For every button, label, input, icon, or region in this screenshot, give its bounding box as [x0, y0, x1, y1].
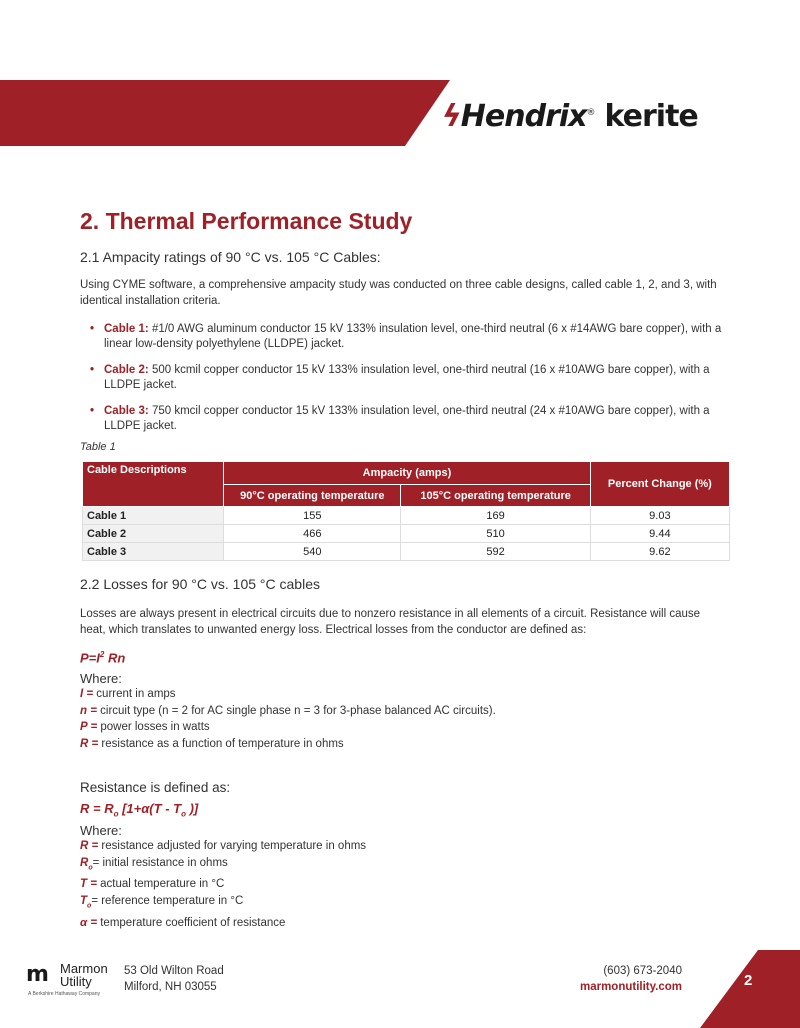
ampacity-intro: Using CYME software, a comprehensive ampacity study was conducted on three cable designs, called cable 1, 2, and 3, with identical installation criteria.	[80, 279, 717, 307]
definition-item: R = resistance adjusted for varying temperature in ohms	[80, 840, 367, 852]
phone-number: (603) 673-2040	[603, 965, 682, 977]
marmon-mark-icon: m	[26, 962, 46, 987]
ampacity-table	[82, 461, 730, 561]
row-label: Cable 1	[83, 507, 224, 525]
footer-contact	[580, 963, 682, 995]
definition-item: I = current in amps	[80, 688, 176, 700]
row-label: Cable 2	[83, 525, 224, 543]
power-definitions	[80, 686, 496, 752]
website-link[interactable]: marmonutility.com	[579, 981, 682, 993]
cable-list	[88, 322, 728, 445]
page-title: 2. Thermal Performance Study	[80, 208, 413, 234]
cell-percent: 9.44	[590, 525, 729, 543]
cell-percent: 9.03	[590, 507, 729, 525]
definition-item: $T_o=$ reference temperature in °C	[80, 895, 244, 910]
where-label: Where:	[80, 671, 122, 686]
brand-logo	[442, 96, 698, 136]
resistance-formula: $R = R_o$ [$1+\alpha(T - T_o$ )]	[80, 801, 199, 819]
col-header-90c: 90°C operating temperature	[224, 485, 401, 507]
cell-90c: 155	[224, 507, 401, 525]
list-item: • Cable 2: 500 kcmil copper conductor 15 kV 133% insulation level, one-third neutral (16 x #10AWG bare copper), with a LLDPE jacket.	[88, 363, 728, 393]
losses-intro: Losses are always present in electrical circuits due to nonzero resistance in all elements of a circuit. Resistance will cause heat, which translates to unwanted energy loss. Electrical losses from the conductor are defined as:	[80, 608, 701, 636]
kerite-logo: kerite	[604, 98, 698, 134]
table-row	[83, 507, 730, 525]
table-row	[83, 543, 730, 561]
col-header-description: Cable Descriptions	[83, 462, 224, 507]
where-label-2: Where:	[80, 823, 122, 838]
list-item: • Cable 1: #1/0 AWG aluminum conductor 15 kV 133% insulation level, one-third neutral (6 x #14AWG bare copper), with a linear low-density polyethylene (LLDPE) jacket.	[88, 322, 728, 352]
cell-percent: 9.62	[590, 543, 729, 561]
col-header-ampacity: Ampacity (amps)	[224, 462, 591, 485]
definition-item: R = resistance as a function of temperature in ohms	[80, 737, 344, 750]
section-heading-losses: 2.2 Losses for 90 °C vs. 105 °C cables	[80, 576, 320, 592]
table-caption: Table 1	[80, 441, 116, 453]
cell-105c: 169	[401, 507, 590, 525]
page-number: 2	[744, 972, 753, 989]
resistance-definitions	[80, 838, 366, 932]
definition-item: n = circuit type (n = 2 for AC single phase n = 3 for 3-phase balanced AC circuits).	[80, 704, 496, 717]
footer-address: 53 Old Wilton Road Milford, NH 03055	[124, 965, 224, 993]
col-header-105c: 105°C operating temperature	[401, 485, 590, 507]
list-item: • Cable 3: 750 kmcil copper conductor 15 kV 133% insulation level, one-third neutral (24 x #10AWG bare copper), with a LLDPE jacket.	[88, 404, 728, 434]
resistance-heading: Resistance is defined as:	[80, 780, 231, 795]
cell-105c: 592	[401, 543, 590, 561]
definition-item: P = power losses in watts	[80, 721, 210, 734]
hendrix-logo: ϟHendrix®	[442, 98, 595, 134]
page-corner-tab	[700, 950, 800, 1028]
table-row	[83, 525, 730, 543]
definition-item: $R_o=$ initial resistance in ohms	[80, 856, 228, 871]
cell-105c: 510	[401, 525, 590, 543]
cell-90c: 466	[224, 525, 401, 543]
row-label: Cable 3	[83, 543, 224, 561]
col-header-percent: Percent Change (%)	[590, 462, 729, 507]
definition-item: T = actual temperature in °C	[80, 878, 225, 891]
section-heading-ampacity: 2.1 Ampacity ratings of 90 °C vs. 105 °C Cables:	[80, 249, 381, 265]
cell-90c: 540	[224, 543, 401, 561]
definition-item: α = temperature coefficient of resistance	[80, 916, 286, 929]
power-formula: $P=I^2$ Rn	[80, 650, 126, 666]
